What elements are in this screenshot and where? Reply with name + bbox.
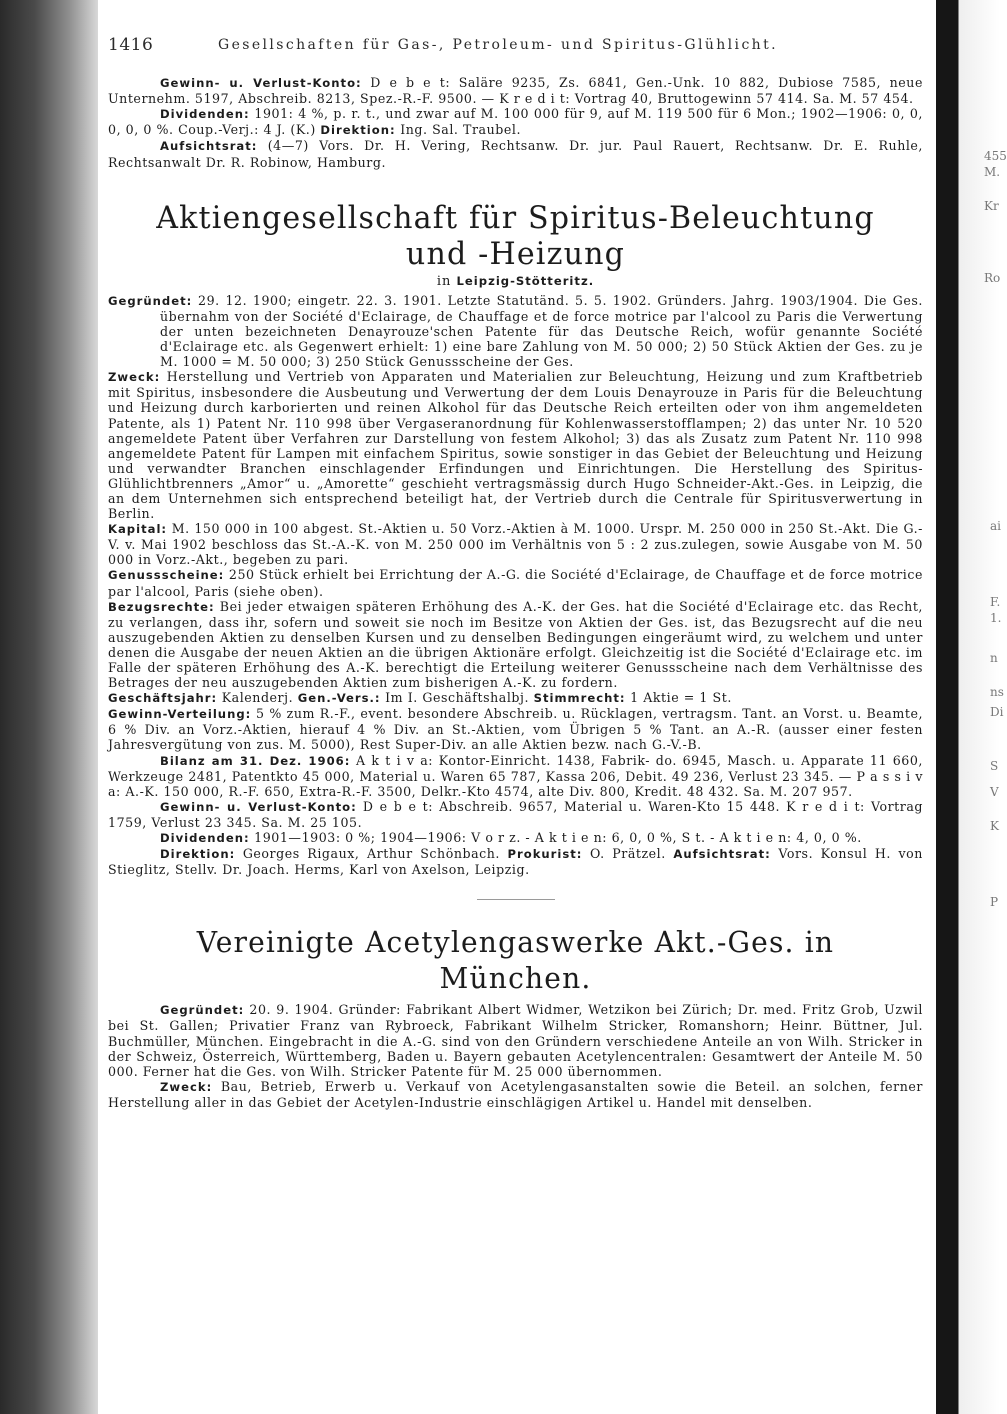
purpose-paragraph (108, 369, 923, 521)
field-label: Gewinn-Verteilung: (108, 707, 252, 722)
business-year-paragraph (108, 690, 923, 706)
field-label: Gegründet: (108, 293, 193, 308)
field-text: Bei jeder etwaigen späteren Erhöhung des A.-K. der Ges. hat die Société d'Eclairage etc. das Recht, zu verlangen, dass ihr, sofern und soweit sie noch im Besitze von Aktien der Ges. ist, das Bezugsrecht auf die neu auszugebenden Aktien zu denselben Kursen und zu denselben Bedingungen eingeräumt wird, zu welchem und unter denen die Ausgabe der neuen Aktien an die übrigen Aktionäre erfolgt. Gleichzeitig ist die Société d'Eclairage etc. im Falle der späteren Erhöhung des A.-K. berechtigt die Erteilung weiterer Genussscheine nach dem Verhältnisse des Betrages der neu auszugebenden Aktien zum bisherigen A.-K. zu fordern. (108, 598, 923, 691)
field-text: D e b e t: Abschreib. 9657, Material u. Waren-Kto 15 448. K r e d i t: Vortrag 1759, Verlust 23 345. Sa. M. 25 105. (108, 798, 923, 830)
field-label: Bilanz am 31. Dez. 1906: (160, 753, 351, 768)
capital-paragraph (108, 521, 923, 567)
running-title: Gesellschaften für Gas-, Petroleum- und Spiritus-Glühlicht. (218, 37, 778, 53)
book-binding-shadow (0, 0, 98, 1414)
field-text: Georges Rigaux, Arthur Schönbach. (242, 846, 500, 862)
bleed-text: Di (990, 705, 1004, 719)
field-label: Direktion: (160, 847, 236, 862)
field-label: Kapital: (108, 522, 168, 537)
field-label: Gen.-Vers.: (297, 691, 381, 706)
bleed-text: n (990, 651, 998, 665)
bleed-text: V (990, 785, 999, 799)
field-text: Bau, Betrieb, Erwerb u. Verkauf von Acetylengasanstalten sowie die Beteil. an solchen, ferner Herstellung aller in das Gebiet der Acetylen-Industrie einschlägigen Artikel u. Handel mit denselben. (108, 1078, 923, 1110)
field-text: 1 Aktie = 1 St. (630, 690, 732, 706)
bleed-text: Kr (984, 199, 999, 213)
location-prefix: in (436, 273, 452, 289)
purpose-paragraph (108, 1079, 923, 1110)
company-entry-spiritus (108, 200, 923, 878)
section-divider (477, 899, 555, 900)
dividends-paragraph (108, 106, 923, 138)
field-label: Dividenden: (160, 107, 250, 122)
adjacent-page-edge (936, 0, 1007, 1414)
field-text: 1901: 4 %, p. r. t., und zwar auf M. 100 000 für 9, auf M. 119 500 für 6 Mon.; 1902—1906: 0, 0, 0, 0, 0 %. Coup.-Verj.: 4 J. (K.) (108, 106, 923, 138)
field-label: Prokurist: (507, 847, 583, 862)
bleed-text: Ro (984, 271, 1001, 285)
field-label: Gewinn- u. Verlust-Konto: (160, 76, 362, 91)
field-text: 29. 12. 1900; eingetr. 22. 3. 1901. Letzte Statutänd. 5. 5. 1902. Gründers. Jahrg. 1903/1904. Die Ges. übernahm von der Société d'Eclairage, de Chauffage et de force motrice par l'alcool zu Paris die Verwertung der unten bezeichneten Denayrouze'schen Patente für das Deutsche Reich, wofür genannte Société d'Eclairage etc. als Gegenwert erhielt: 1) eine bare Zahlung von M. 50 000; 2) 50 Stück Aktien der Ges. zu je M. 1000 = M. 50 000; 3) 250 Stück Genussscheine der Ges. (160, 292, 923, 370)
management-paragraph (108, 846, 923, 877)
bleed-text: P (990, 895, 999, 909)
bleed-text: F. (990, 595, 1001, 609)
field-label: Zweck: (160, 1079, 213, 1094)
field-label: Aufsichtsrat: (673, 847, 771, 862)
location-city: Leipzig-Stötteritz. (456, 273, 595, 288)
field-text: 1901—1903: 0 %; 1904—1906: V o r z. - A k t i e n: 6, 0, 0 %, S t. - A k t i e n: 4, 0, 0 %. (254, 830, 862, 846)
field-text: 250 Stück erhielt bei Errichtung der A.-G. die Société d'Eclairage, de Chauffage et de force motrice par l'alcool, Paris (siehe oben). (108, 567, 923, 599)
profit-distribution-paragraph (108, 706, 923, 752)
balance-sheet-paragraph (108, 753, 923, 799)
subscription-rights-paragraph (108, 599, 923, 691)
page-number: 1416 (108, 35, 154, 55)
field-label: Gewinn- u. Verlust-Konto: (160, 799, 357, 814)
field-text: Im I. Geschäftshalbj. (385, 690, 530, 706)
profit-loss-paragraph (108, 75, 923, 106)
field-text: A k t i v a: Kontor-Einricht. 1438, Fabrik- do. 6945, Masch. u. Apparate 11 660, Werkzeuge 2481, Patentkto 45 000, Material u. Waren 65 787, Kassa 206, Debit. 49 236, Verlust 23 345. — P a s s i v a: A.-K. 150 000, R.-F. 650, Extra-R.-F. 3500, Delkr.-Kto 4574, alte Div. 800, Kredit. 48 432. Sa. M. 207 957. (108, 752, 923, 799)
field-text: Vors. Konsul H. von Stieglitz, Stellv. Dr. Joach. Herms, Karl von Axelson, Leipzig. (108, 846, 923, 878)
bleed-text: S (990, 759, 999, 773)
field-text: D e b e t: Saläre 9235, Zs. 6841, Gen.-Unk. 10 882, Dubiose 7585, neue Unternehm. 5197, Abschreib. 8213, Spez.-R.-F. 9500. — K r e d i t: Vortrag 40, Bruttogewinn 57 414. Sa. M. 57 454. (108, 75, 923, 107)
dividends-paragraph (108, 830, 923, 846)
bleed-text: ai (990, 519, 1001, 533)
field-label: Gegründet: (160, 1003, 245, 1018)
bleed-text: K (990, 819, 999, 833)
field-label: Zweck: (108, 370, 161, 385)
running-header (108, 35, 923, 55)
field-text: Ing. Sal. Traubel. (400, 122, 522, 138)
founded-paragraph (108, 1002, 923, 1078)
field-text: Kalenderj. (221, 690, 294, 706)
company-entry-acetylen (108, 924, 923, 1110)
founded-paragraph (108, 293, 923, 369)
bleed-text: ns (990, 685, 1004, 699)
field-label: Bezugsrechte: (108, 599, 215, 614)
field-text: (4—7) Vors. Dr. H. Vering, Rechtsanw. Dr. jur. Paul Rauert, Rechtsanw. Dr. E. Ruhle, Rechtsanwalt Dr. R. Robinow, Hamburg. (108, 138, 923, 170)
field-label: Aufsichtsrat: (160, 139, 258, 154)
field-label: Genussscheine: (108, 568, 225, 583)
field-text: 5 % zum R.-F., event. besondere Abschreib. u. Rücklagen, vertragsm. Tant. an Vorst. u. Beamte, 6 % Div. an Vorz.-Aktien, hierauf 4 % Div. an St.-Aktien, vom Übrigen 5 % Tant. an A.-R. (ausser einer festen Jahresvergütung von zus. M. 5000), Rest Super-Div. an alle Aktien bezw. nach G.-V.-B. (108, 706, 924, 753)
field-text: 20. 9. 1904. Gründer: Fabrikant Albert Widmer, Wetzikon bei Zürich; Dr. med. Fritz Grob, Uzwil bei St. Gallen; Privatier Franz van Rybroeck, Fabrikant Wilhelm Stricker, Romanshorn; Heinr. Büttner, Jul. Buchmüller, München. Eingebracht in die A.-G. sind von den Gründern verschiedene Anteile an von Wilh. Stricker in der Schweiz, Österreich, Württemberg, Baden u. Bayern gebauten Acetylencentralen: Gesamtwert der Anteile M. 50 000. Ferner hat die Ges. von Wilh. Stricker Patente für M. 25 000 übernommen. (108, 1002, 923, 1079)
field-label: Stimmrecht: (533, 691, 626, 706)
field-text: Herstellung und Vertrieb von Apparaten und Materialien zur Beleuchtung, Heizung und zum Kraftbetrieb mit Spiritus, insbesondere die Ausbeutung und Verwertung der dem Louis Denayrouze in Paris für die Beleuchtung und Heizung durch karborierten und reinen Alkohol für das Deutsche Reich erteilten oder von ihm angemeldeten Patente, als 1) Patent Nr. 110 998 über Vergaseranordnung für Kohlenwasserstofflampen; 2) das unter Nr. 10 520 angemeldete Patent über Verfahren zur Darstellung von festem Alkohol; 3) das als Zusatz zum Patent Nr. 110 998 angemeldete Patent für Lampen mit einfachem Spiritus, sowie sonstiger in das Gebiet der Beleuchtung und Heizung und verwandter Branchen einschlagender Erfindungen und Einrichtungen. Die Herstellung des Spiritus-Glühlichtbrenners „Amor“ u. „Amorette“ geschieht vertragsmässig durch Hugo Schneider-Akt.-Ges. in Leipzig, die an dem Unternehmen sich entsprechend beteiligt hat, der Vertrieb durch die Centrale für Spiritusverwertung in Berlin. (108, 369, 923, 522)
field-label: Direktion: (320, 123, 396, 138)
bleed-text: 455 (984, 149, 1007, 163)
field-label: Dividenden: (160, 831, 250, 846)
bleed-text: M. (984, 165, 1001, 179)
field-label: Geschäftsjahr: (108, 691, 218, 706)
supervisory-board-paragraph (108, 138, 923, 169)
profit-loss-paragraph (108, 799, 923, 830)
bleed-text: 1. (990, 611, 1002, 625)
field-text: O. Prätzel. (590, 846, 666, 862)
field-text: M. 150 000 in 100 abgest. St.-Aktien u. 50 Vorz.-Aktien à M. 1000. Urspr. M. 250 000 in 250 St.-Akt. Die G.-V. v. Mai 1902 beschloss das St.-A.-K. von M. 250 000 im Verhältnis von 5 : 2 zus.zulegen, sowie Ausgabe von M. 50 000 in Vorz.-Akt., begeben zu pari. (108, 521, 923, 568)
company-title: Aktiengesellschaft für Spiritus-Beleuchtung und -Heizung (156, 199, 875, 272)
profit-shares-paragraph (108, 567, 923, 598)
previous-company-entry (108, 75, 923, 170)
page-content (108, 35, 924, 1110)
company-title: Vereinigte Acetylengaswerke Akt.-Ges. in München. (196, 925, 835, 996)
company-location (108, 274, 923, 289)
